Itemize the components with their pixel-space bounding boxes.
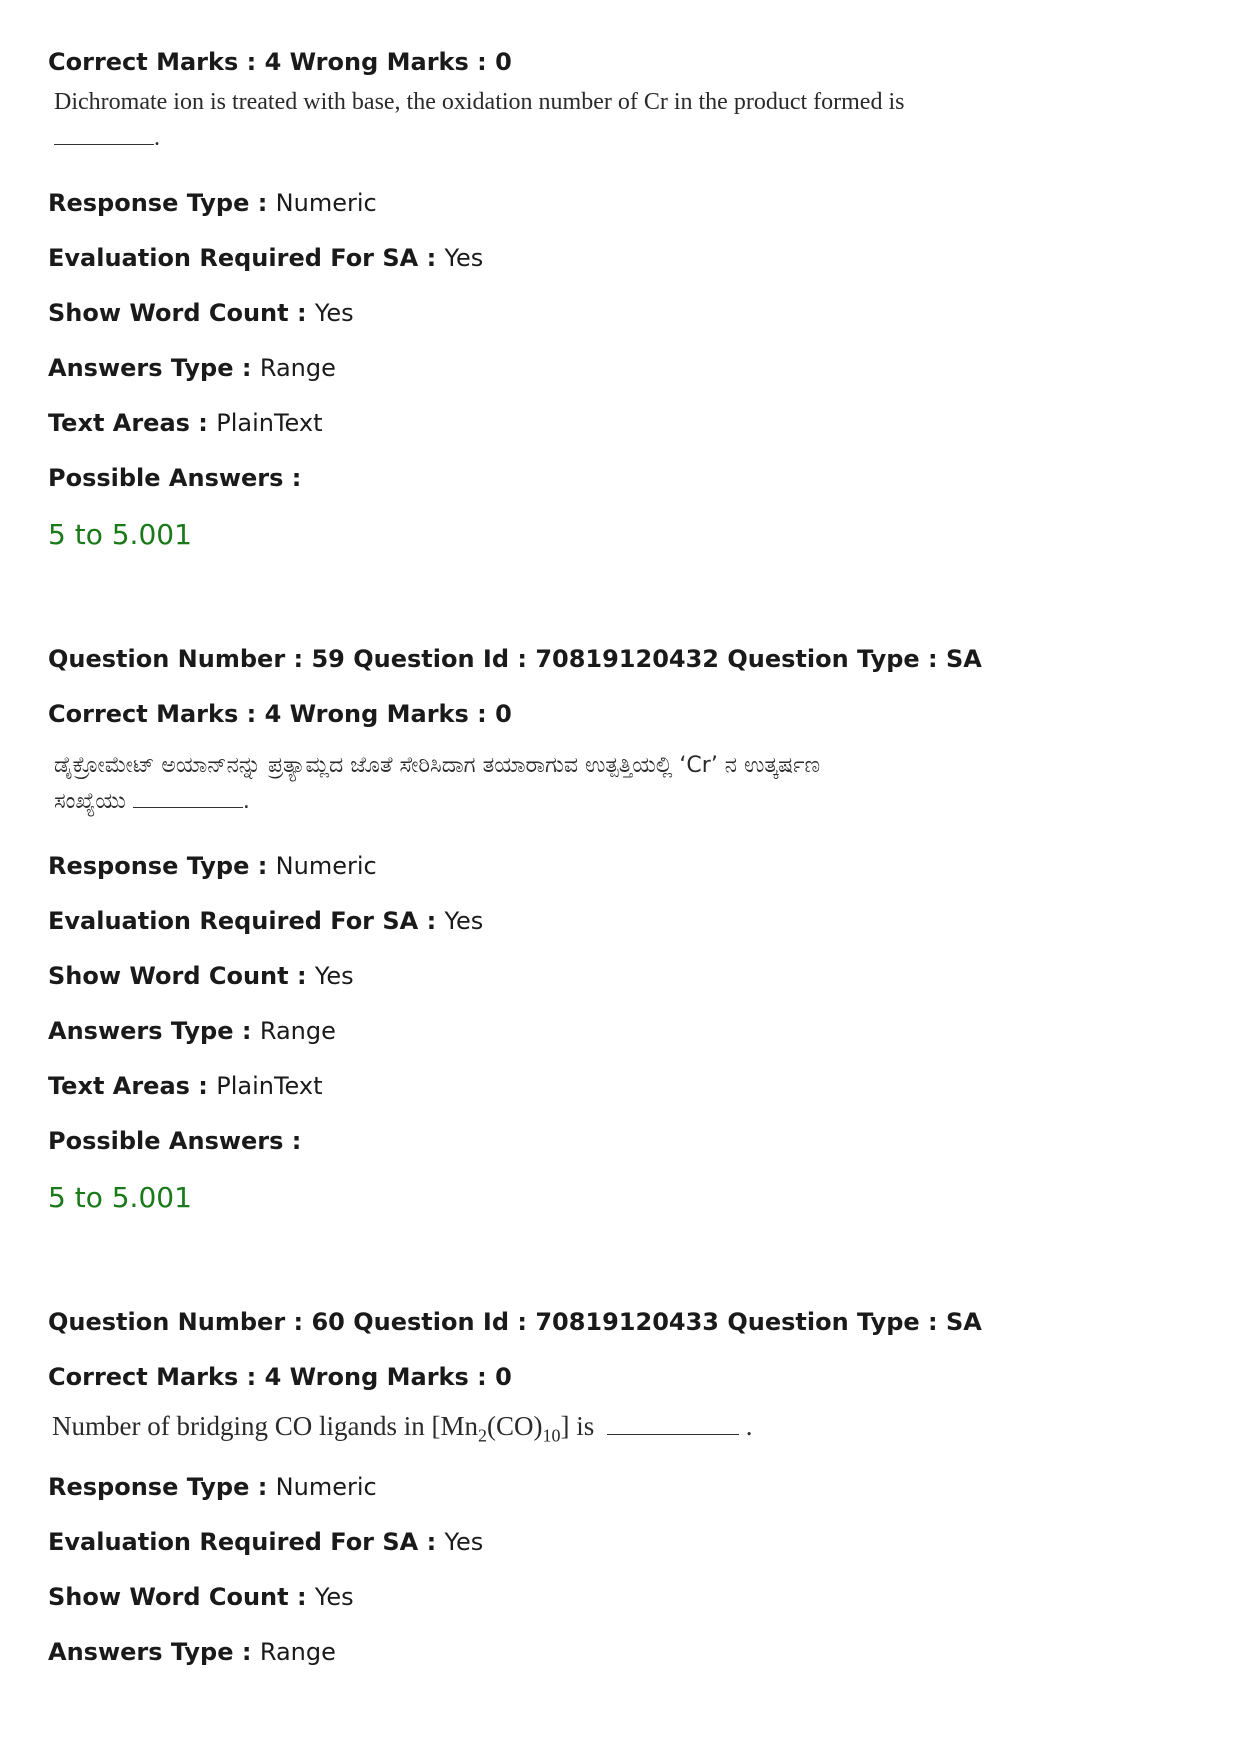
q60-response-type: Response Type : Numeric <box>48 1473 377 1501</box>
q60-answer-blank <box>607 1434 739 1435</box>
q58-evaluation-required: Evaluation Required For SA : Yes <box>48 244 484 272</box>
q59-marks: Correct Marks : 4 Wrong Marks : 0 <box>48 700 512 728</box>
q58-text-areas: Text Areas : PlainText <box>48 409 323 437</box>
q58-answer-blank <box>54 144 154 145</box>
q59-header: Question Number : 59 Question Id : 70819120432 Question Type : SA <box>48 645 982 673</box>
q60-answers-type: Answers Type : Range <box>48 1638 336 1666</box>
q58-response-type: Response Type : Numeric <box>48 189 377 217</box>
q60-header: Question Number : 60 Question Id : 70819120433 Question Type : SA <box>48 1308 982 1336</box>
q58-possible-answers-label: Possible Answers : <box>48 464 302 492</box>
q59-answers-type: Answers Type : Range <box>48 1017 336 1045</box>
q59-response-type: Response Type : Numeric <box>48 852 377 880</box>
q59-question-text: ಡೈಕ್ರೋಮೇಟ್ ಅಯಾನ್‌ನನ್ನು ಪ್ರತ್ಯಾಮ್ಲದ ಜೊತೆ ಸೇರಿಸಿದಾಗ ತಯಾರಾಗುವ ಉತ್ಪತ್ತಿಯಲ್ಲಿ ‘Cr’ ನ ಉತ್ಕರ್ಷಣ ಸಂಖ್ಯೆಯು . <box>54 753 821 814</box>
q58-show-word-count: Show Word Count : Yes <box>48 299 354 327</box>
q60-marks: Correct Marks : 4 Wrong Marks : 0 <box>48 1363 512 1391</box>
q58-possible-answer: 5 to 5.001 <box>48 518 192 551</box>
q59-evaluation-required: Evaluation Required For SA : Yes <box>48 907 484 935</box>
q59-possible-answers-label: Possible Answers : <box>48 1127 302 1155</box>
q58-question-text: Dichromate ion is treated with base, the oxidation number of Cr in the product formed is . <box>54 89 905 151</box>
q59-text-areas: Text Areas : PlainText <box>48 1072 323 1100</box>
q60-evaluation-required: Evaluation Required For SA : Yes <box>48 1528 484 1556</box>
q59-answer-blank <box>133 807 243 808</box>
q60-show-word-count: Show Word Count : Yes <box>48 1583 354 1611</box>
q58-answers-type: Answers Type : Range <box>48 354 336 382</box>
q59-show-word-count: Show Word Count : Yes <box>48 962 354 990</box>
q59-possible-answer: 5 to 5.001 <box>48 1181 192 1214</box>
q58-marks: Correct Marks : 4 Wrong Marks : 0 <box>48 48 512 76</box>
q60-question-text: Number of bridging CO ligands in $[Mn_2(CO)_{10}]$ is . <box>52 1411 753 1446</box>
